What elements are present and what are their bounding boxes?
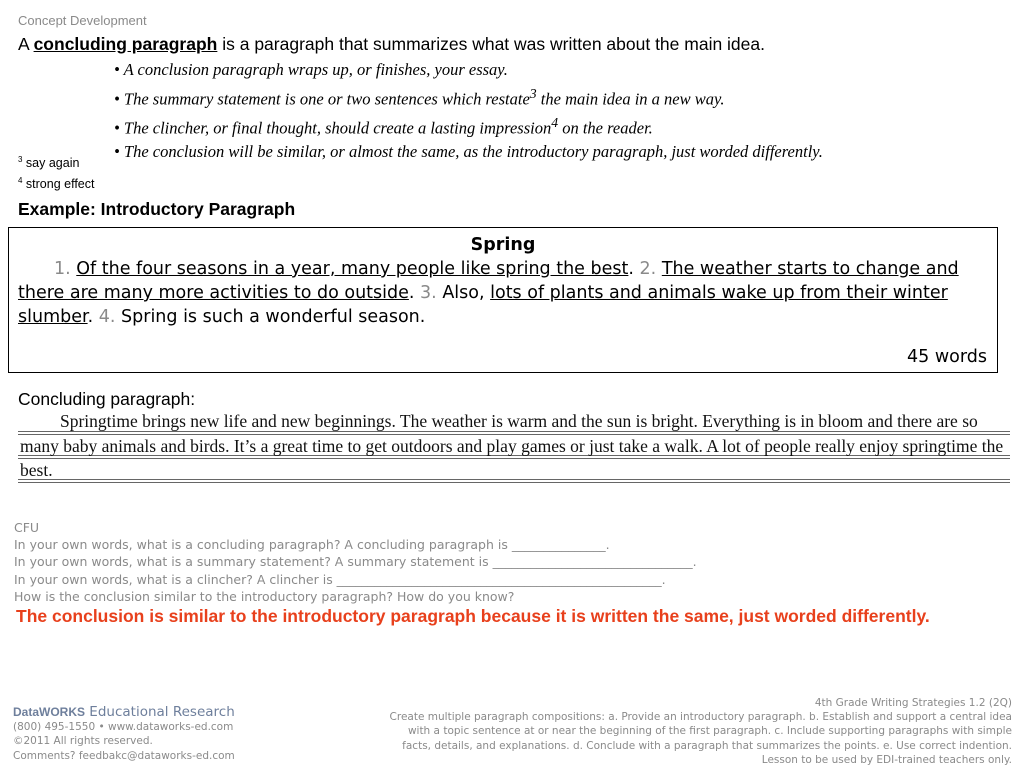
- word-count: 45 words: [907, 347, 987, 367]
- brand-name: DataWORKS: [13, 705, 86, 719]
- sentence-end: .: [628, 259, 634, 279]
- sentence-text: lots of plants and animals wake up from their winter slumber: [18, 283, 948, 327]
- footnote-ref: 3: [529, 85, 537, 101]
- bullet-text: the main idea in a new way.: [536, 89, 725, 108]
- footnote-number: 4: [18, 176, 23, 186]
- bullet-text: on the reader.: [558, 118, 653, 137]
- footnote: [18, 172, 95, 193]
- standard-text: Create multiple paragraph compositions: a. Provide an introductory paragraph. b. Establish and support a central idea: [389, 711, 1012, 724]
- bullet-item: • The conclusion will be similar, or almost the same, as the introductory paragraph, just worded differently.: [114, 141, 823, 161]
- feedback-email[interactable]: Comments? feedbakc@dataworks-ed.com: [13, 749, 235, 762]
- footnote-number: 3: [18, 155, 23, 164]
- brand-logo: [13, 705, 235, 720]
- sentence-end: .: [87, 307, 94, 327]
- standard-title: 4th Grade Writing Strategies 1.2 (2Q): [814, 697, 1012, 709]
- concluding-heading: Concluding paragraph:: [18, 389, 196, 409]
- footnote: [18, 151, 95, 172]
- sentence-number: 4.: [98, 307, 116, 327]
- answer-text: The conclusion is similar to the introductory paragraph because it is written the same, just worded differently.: [16, 606, 930, 626]
- footnote-text: say again: [22, 156, 80, 171]
- example-heading: Example: Introductory Paragraph: [18, 199, 296, 219]
- sentence-prefix: Also,: [442, 283, 491, 303]
- definition-prefix: A: [18, 34, 34, 54]
- cfu-question: In your own words, what is a concluding paragraph? A concluding paragraph is _______________.: [14, 537, 610, 553]
- sentence-text: The weather starts to change and there are many more activities to do outside: [18, 259, 959, 303]
- standard-text: Lesson to be used by EDI-trained teachers only.: [761, 753, 1012, 766]
- bullet-item: [114, 111, 823, 140]
- bullet-text: • The clincher, or final thought, should create a lasting impression: [114, 118, 552, 137]
- footnote-text: strong effect: [22, 177, 95, 192]
- standard-text: facts, details, and explanations. d. Conclude with a paragraph that summarizes the points. e. Use correct indention.: [402, 739, 1012, 752]
- concluding-paragraph-text[interactable]: [20, 409, 1010, 483]
- bullet-text: • The summary statement is one or two sentences which restate: [114, 89, 530, 108]
- cfu-section: [14, 519, 697, 605]
- bullet-item: • A conclusion paragraph wraps up, or finishes, your essay.: [114, 60, 508, 79]
- sentence-text: Spring is such a wonderful season.: [121, 307, 426, 327]
- concluding-paragraph: Springtime brings new life and new beginnings. The weather is warm and the sun is bright. Everything is in bloom and there are so many baby animals and birds. It’s a great time to get outdoors and play games or just take a walk. A lot of people really enjoy springtime the best.: [20, 411, 1004, 480]
- footnote-ref: 4: [551, 114, 559, 130]
- sentence-number: 2.: [639, 259, 657, 279]
- section-label: Concept Development: [18, 13, 147, 28]
- standard-text: with a topic sentence at or near the beginning of the first paragraph. c. Include supporting paragraphs with simple: [407, 725, 1012, 738]
- sentence-text: Of the four seasons in a year, many people like spring the best: [76, 259, 629, 279]
- cfu-question: How is the conclusion similar to the introductory paragraph? How do you know?: [14, 588, 515, 604]
- sentence-end: .: [408, 283, 415, 303]
- footer-left: [13, 705, 235, 763]
- contact-line: (800) 495-1550 • www.dataworks-ed.com: [13, 720, 234, 733]
- brand-subtitle: Educational Research: [85, 704, 235, 720]
- cfu-question: In your own words, what is a clincher? A clincher is ____________________________________________________.: [14, 571, 666, 587]
- bullet-item: [114, 82, 823, 111]
- definition-term: concluding paragraph: [33, 34, 218, 54]
- bullet-list: [114, 58, 823, 163]
- sentence-number: 3.: [420, 283, 437, 303]
- cfu-question: In your own words, what is a summary statement? A summary statement is ________________________________.: [14, 554, 697, 570]
- example-body: [18, 257, 988, 329]
- footnotes: [18, 151, 95, 193]
- definition: [18, 34, 765, 55]
- sentence-number: 1.: [54, 259, 71, 279]
- definition-suffix: is a paragraph that summarizes what was written about the main idea.: [217, 34, 765, 54]
- example-title: Spring: [470, 235, 536, 255]
- cfu-title: CFU: [14, 520, 40, 535]
- footer-right: [322, 696, 1012, 767]
- example-paragraph-box: [8, 227, 998, 373]
- copyright: ©2011 All rights reserved.: [13, 735, 153, 747]
